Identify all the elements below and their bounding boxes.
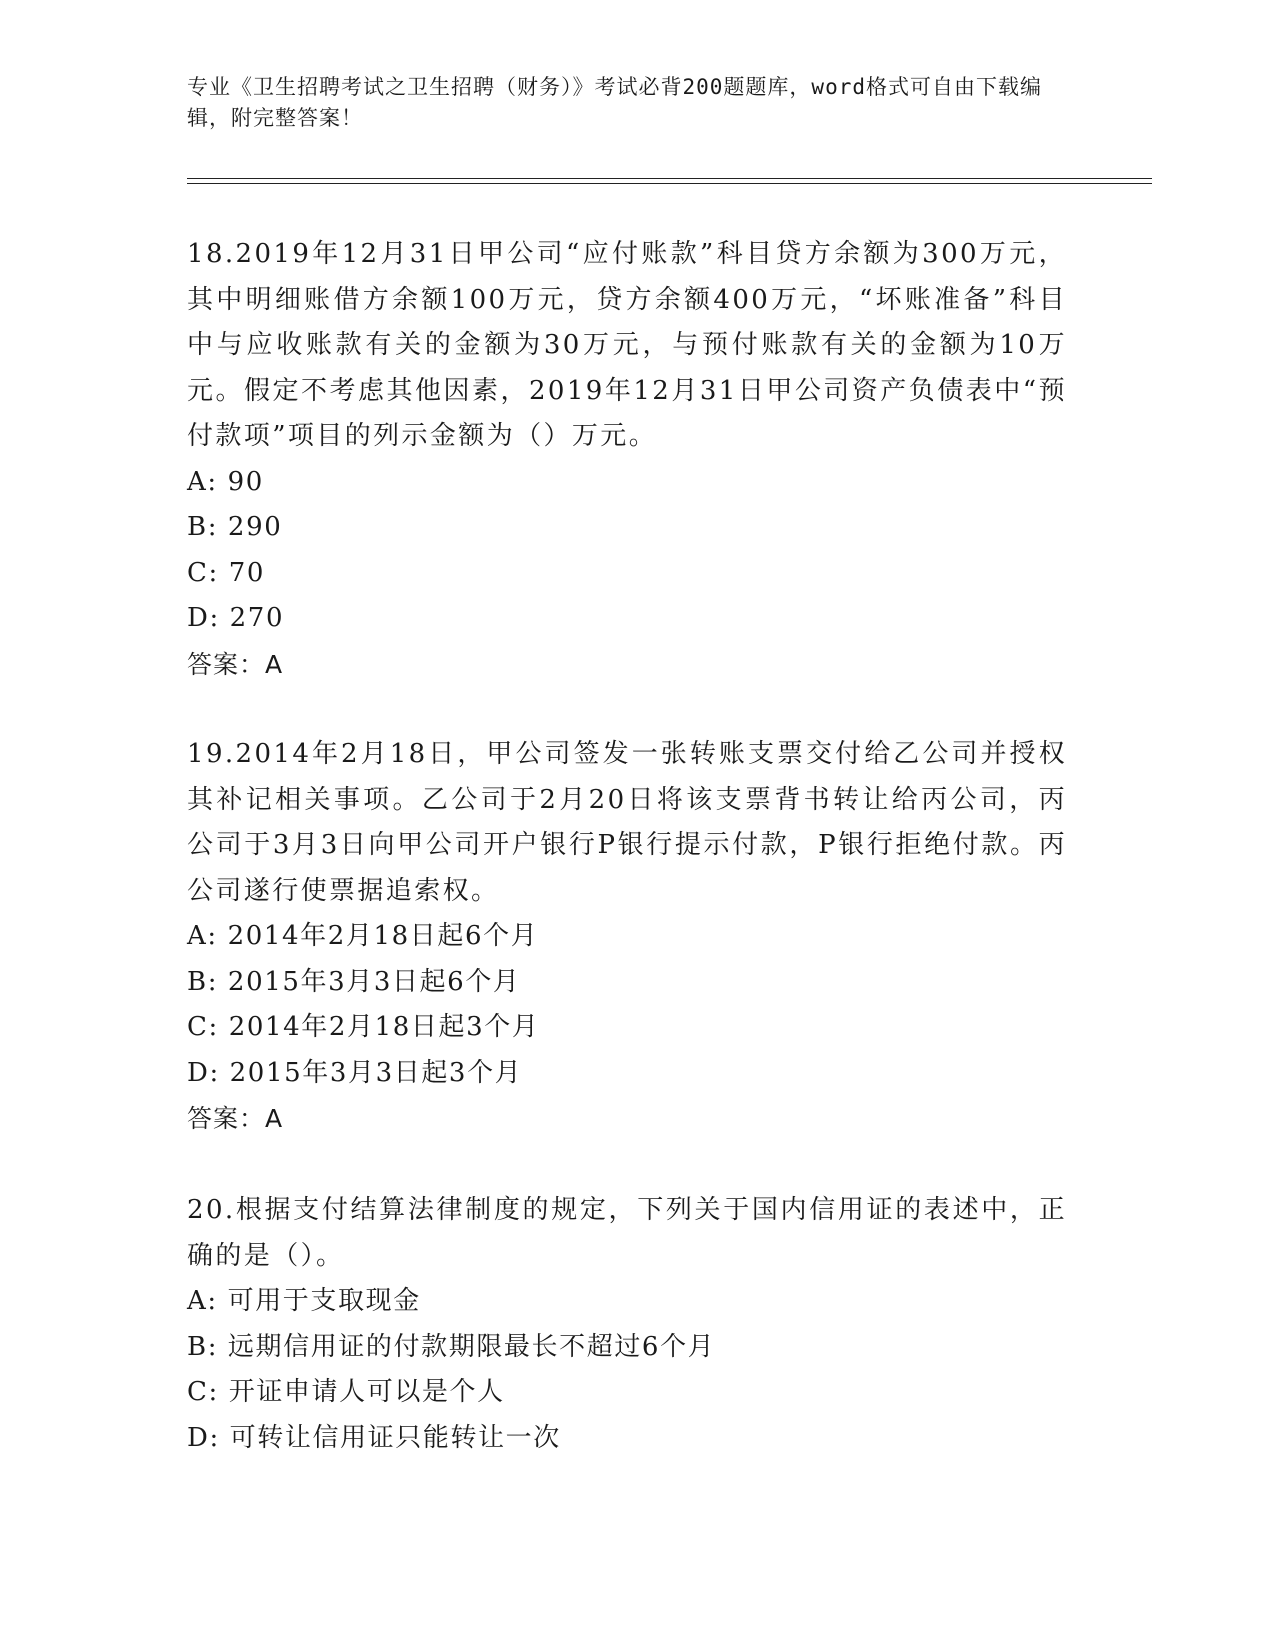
option-a: A: 可用于支取现金 xyxy=(187,1286,421,1316)
document-header: 专业《卫生招聘考试之卫生招聘（财务）》考试必背200题题库，word格式可自由下载编辑，附完整答案！ xyxy=(187,75,1042,130)
option-b: B: 2015年3月3日起6个月 xyxy=(187,966,521,997)
option-a: A: 2014年2月18日起6个月 xyxy=(187,921,539,951)
option-a: A: 90 xyxy=(187,466,264,497)
option-b: B: 远期信用证的付款期限最长不超过6个月 xyxy=(187,1331,716,1362)
question-stem: 18.2019年12月31日甲公司“应付账款”科目贷方余额为300万元，其中明细账借方余额100万元，贷方余额400万元，“坏账准备”科目中与应收账款有关的金额为30万元，与预付账款有关的金额为10万元。假定不考虑其他因素，2019年12月31日甲公司资产负债表中“预付款项”项目的列示金额为（）万元。 xyxy=(187,239,1067,451)
option-d: D: 可转让信用证只能转让一次 xyxy=(187,1422,561,1453)
option-d: D: 2015年3月3日起3个月 xyxy=(187,1057,523,1088)
answer: 答案：A xyxy=(187,1104,284,1133)
header-divider-bottom xyxy=(187,183,1152,184)
question-19 xyxy=(187,732,1067,1142)
option-b: B: 290 xyxy=(187,512,283,542)
answer: 答案：A xyxy=(187,649,284,679)
option-c: C: 70 xyxy=(187,557,266,588)
question-stem: 19.2014年2月18日，甲公司签发一张转账支票交付给乙公司并授权其补记相关事项。乙公司于2月20日将该支票背书转让给丙公司，丙公司于3月3日向甲公司开户银行P银行提示付款，P银行拒绝付款。丙公司遂行使票据追索权。 xyxy=(187,739,1067,906)
question-stem: 20.根据支付结算法律制度的规定，下列关于国内信用证的表述中，正确的是（）。 xyxy=(187,1195,1067,1271)
option-d: D: 270 xyxy=(187,603,285,633)
option-c: C: 2014年2月18日起3个月 xyxy=(187,1012,540,1042)
question-20 xyxy=(187,1188,1067,1461)
option-c: C: 开证申请人可以是个人 xyxy=(187,1377,505,1407)
question-18 xyxy=(187,232,1067,687)
header-divider-top xyxy=(187,178,1152,179)
